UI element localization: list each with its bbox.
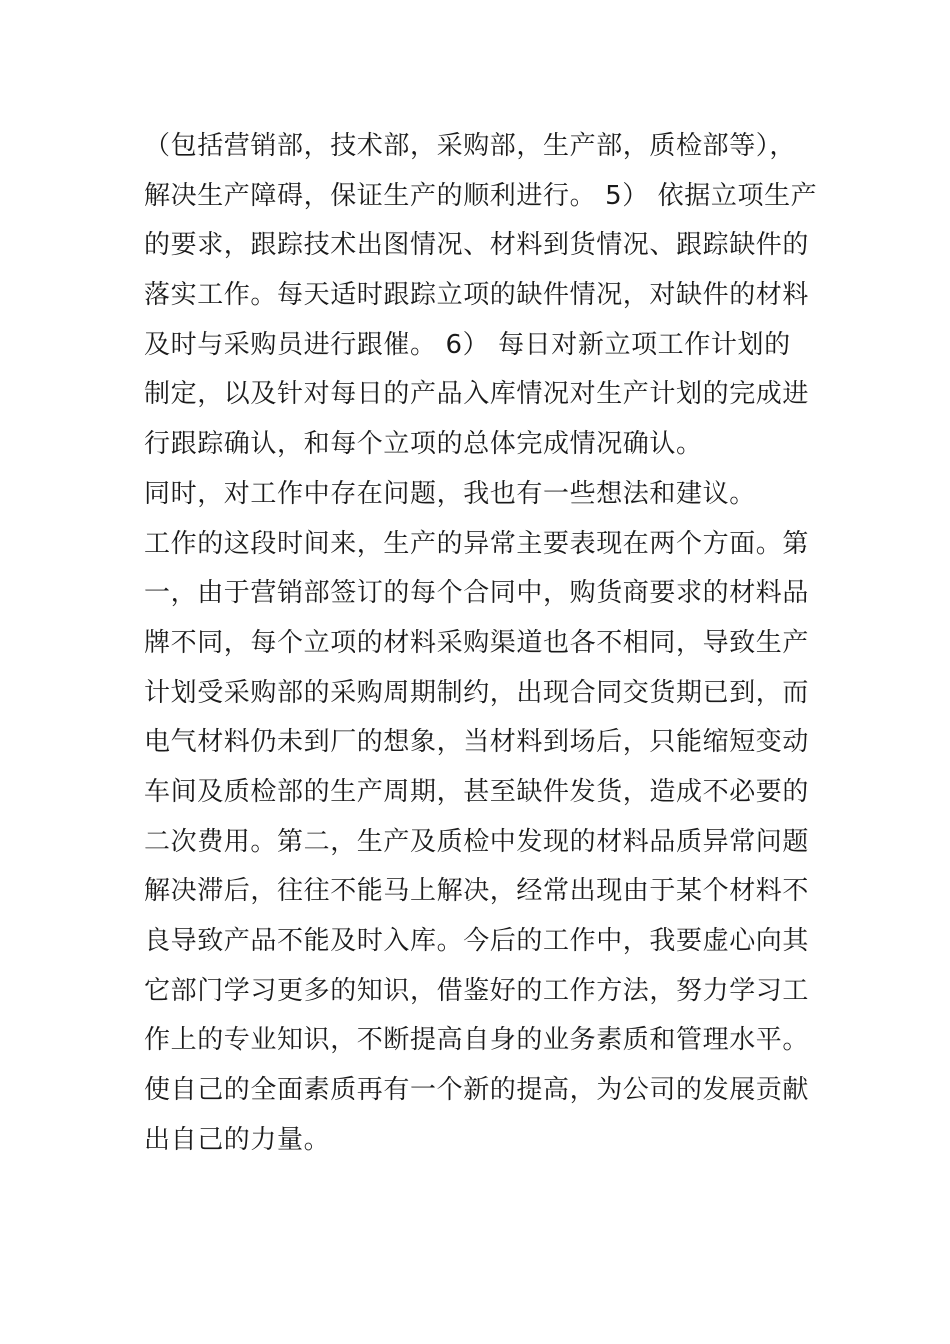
text-line: 制定，以及针对每日的产品入库情况对生产计划的完成进 <box>144 379 810 410</box>
text-line: 落实工作。每天适时跟踪立项的缺件情况，对缺件的材料 <box>144 280 810 311</box>
text-line: 计划受采购部的采购周期制约，出现合同交货期已到，而 <box>144 677 810 708</box>
text-line: 工作的这段时间来，生产的异常主要表现在两个方面。第 <box>144 528 810 559</box>
text-line: 出自己的力量。 <box>144 1124 331 1155</box>
text-line: 牌不同，每个立项的材料采购渠道也各不相同，导致生产 <box>144 627 810 658</box>
text-line: 良导致产品不能及时入库。今后的工作中，我要虚心向其 <box>144 926 810 956</box>
text-line: 它部门学习更多的知识，借鉴好的工作方法，努力学习工 <box>144 975 810 1006</box>
text-line: 的要求，跟踪技术出图情况、材料到货情况、跟踪缺件的 <box>144 230 810 261</box>
text-line: 解决生产障碍，保证生产的顺利进行。 5） 依据立项生产 <box>144 180 818 211</box>
text-line: 电气材料仍未到厂的想象，当材料到场后，只能缩短变动 <box>144 727 810 758</box>
text-line: （包括营销部，技术部，采购部，生产部，质检部等）， <box>144 131 797 161</box>
text-line: 解决滞后，往往不能马上解决，经常出现由于某个材料不 <box>144 876 810 907</box>
text-line: 及时与采购员进行跟催。 6） 每日对新立项工作计划的 <box>144 329 791 360</box>
body-text <box>144 122 824 1165</box>
text-line: 作上的专业知识，不断提高自身的业务素质和管理水平。 <box>144 1025 810 1056</box>
text-line: 一，由于营销部签订的每个合同中，购货商要求的材料品 <box>144 578 810 609</box>
text-line: 车间及质检部的生产周期，甚至缺件发货，造成不必要的 <box>144 776 810 807</box>
text-line: 二次费用。第二，生产及质检中发现的材料品质异常问题 <box>144 826 810 857</box>
text-line: 行跟踪确认，和每个立项的总体完成情况确认。 <box>144 429 703 460</box>
text-line: 同时，对工作中存在问题，我也有一些想法和建议。 <box>144 478 756 509</box>
text-line: 使自己的全面素质再有一个新的提高，为公司的发展贡献 <box>144 1075 810 1106</box>
